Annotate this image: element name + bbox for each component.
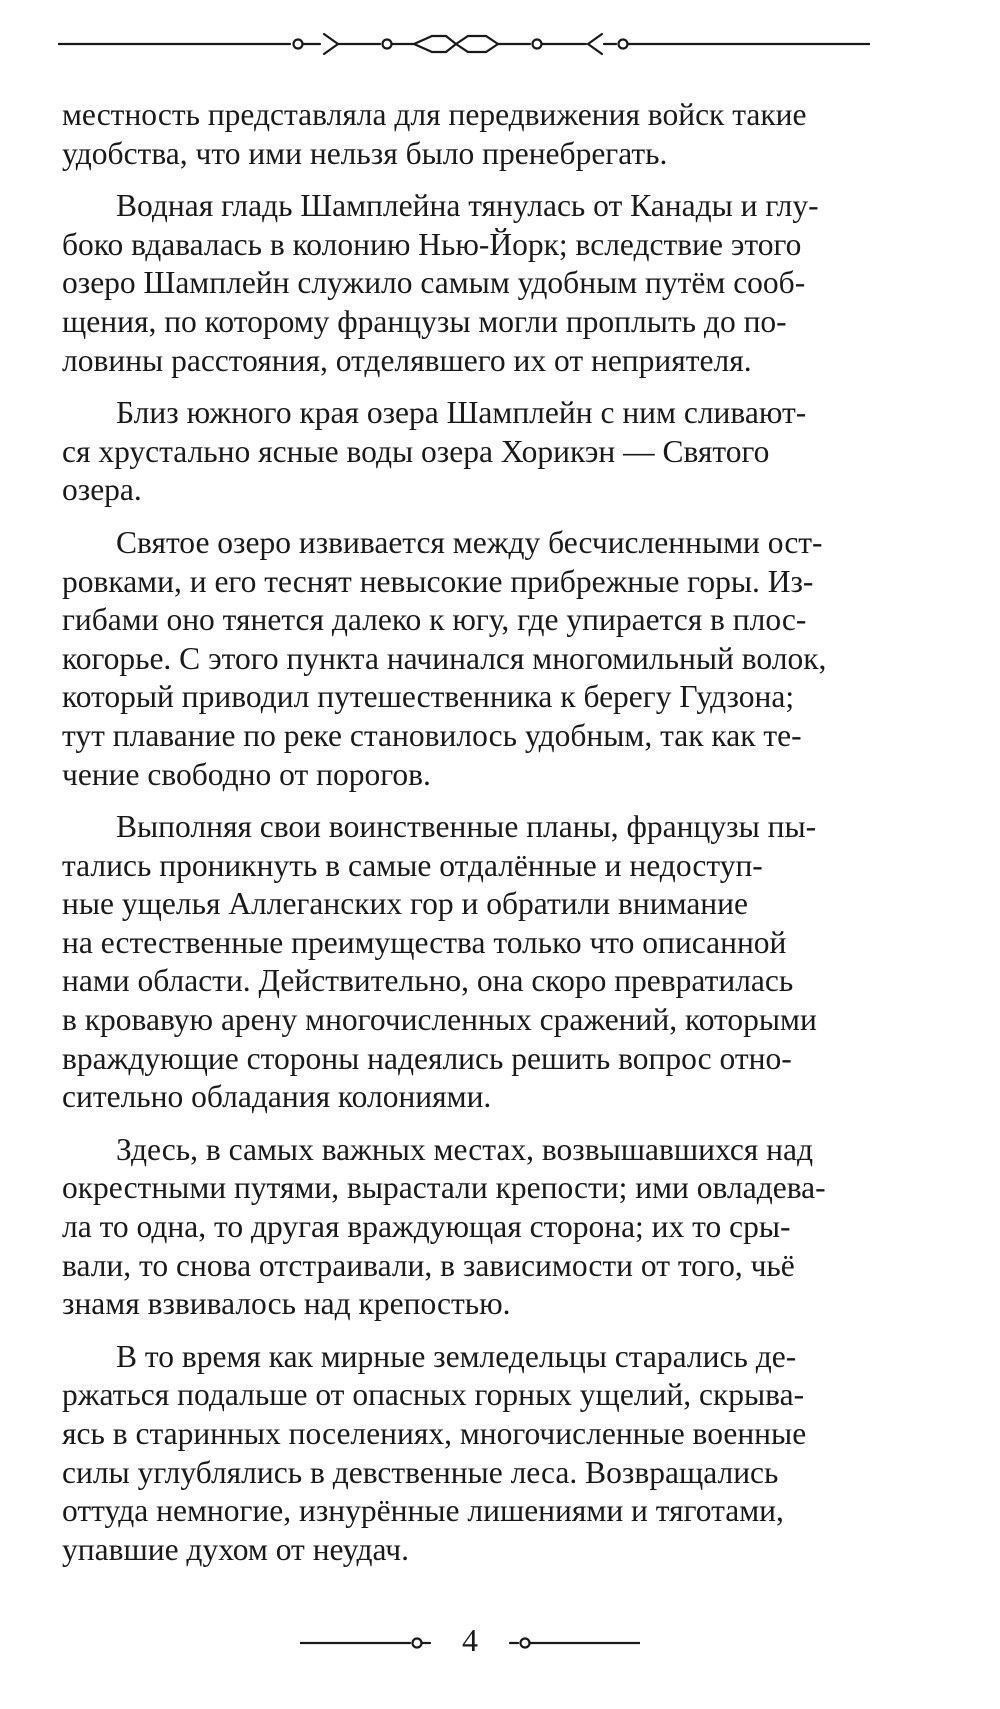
- paragraph-3: Близ южного края озера Шамплейн с ним сливают- ся хрустально ясные воды озера Хорикэн — Святого озера.: [62, 395, 807, 508]
- top-ornament-icon: [58, 30, 870, 58]
- paragraph-6: Здесь, в самых важных местах, возвышавшихся над окрестными путями, вырастали крепости; ими овладева- ла то одна, то другая враждующая сторона; их то сры- вали, то снова отстраивали, в зависимости от того, чьё знамя взвивалось над крепостью.: [62, 1131, 826, 1322]
- paragraph-7: В то время как мирные земледельцы старались де- ржаться подальше от опасных горных ущелий, скрыва- ясь в старинных поселениях, многочисленные военные силы углублялись в девственные леса. Возвращались оттуда немногие, изнурённые лишениями и тяготами, упавшие духом от неудач.: [62, 1338, 807, 1567]
- paragraph-5: Выполняя свои воинственные планы, французы пы- тались проникнуть в самые отдалённые и недоступ- ные ущелья Аллеганских гор и обратили внимание на естественные преимущества только что описанной нами области. Действительно, она скоро превратилась в кровавую арену многочисленных сражений, которыми враждующие стороны надеялись решить вопрос отно- сительно обладания колониями.: [62, 809, 817, 1115]
- paragraph-4: Святое озеро извивается между бесчисленными ост- ровками, и его теснят невысокие прибрежные горы. Из- гибами оно тянется далеко к югу, где упирается в плос- когорье. С этого пункта начинался многомильный волок, который приводил путешественника к берегу Гудзона; тут плавание по реке становилось удобным, так как те- чение свободно от порогов.: [62, 524, 827, 792]
- paragraph-1: местность представляла для передвижения войск такие удобства, что ими нельзя было пренебрегать.: [62, 97, 807, 171]
- body-text: [62, 96, 872, 1569]
- page-number: 4: [462, 1622, 478, 1658]
- paragraph-2: Водная гладь Шамплейна тянулась от Канады и глу- боко вдавалась в колонию Нью-Йорк; вследствие этого озеро Шамплейн служило самым удобным путём сооб- щения, по которому французы могли проплыть до по- ловины расстояния, отделявшего их от неприятеля.: [62, 188, 819, 378]
